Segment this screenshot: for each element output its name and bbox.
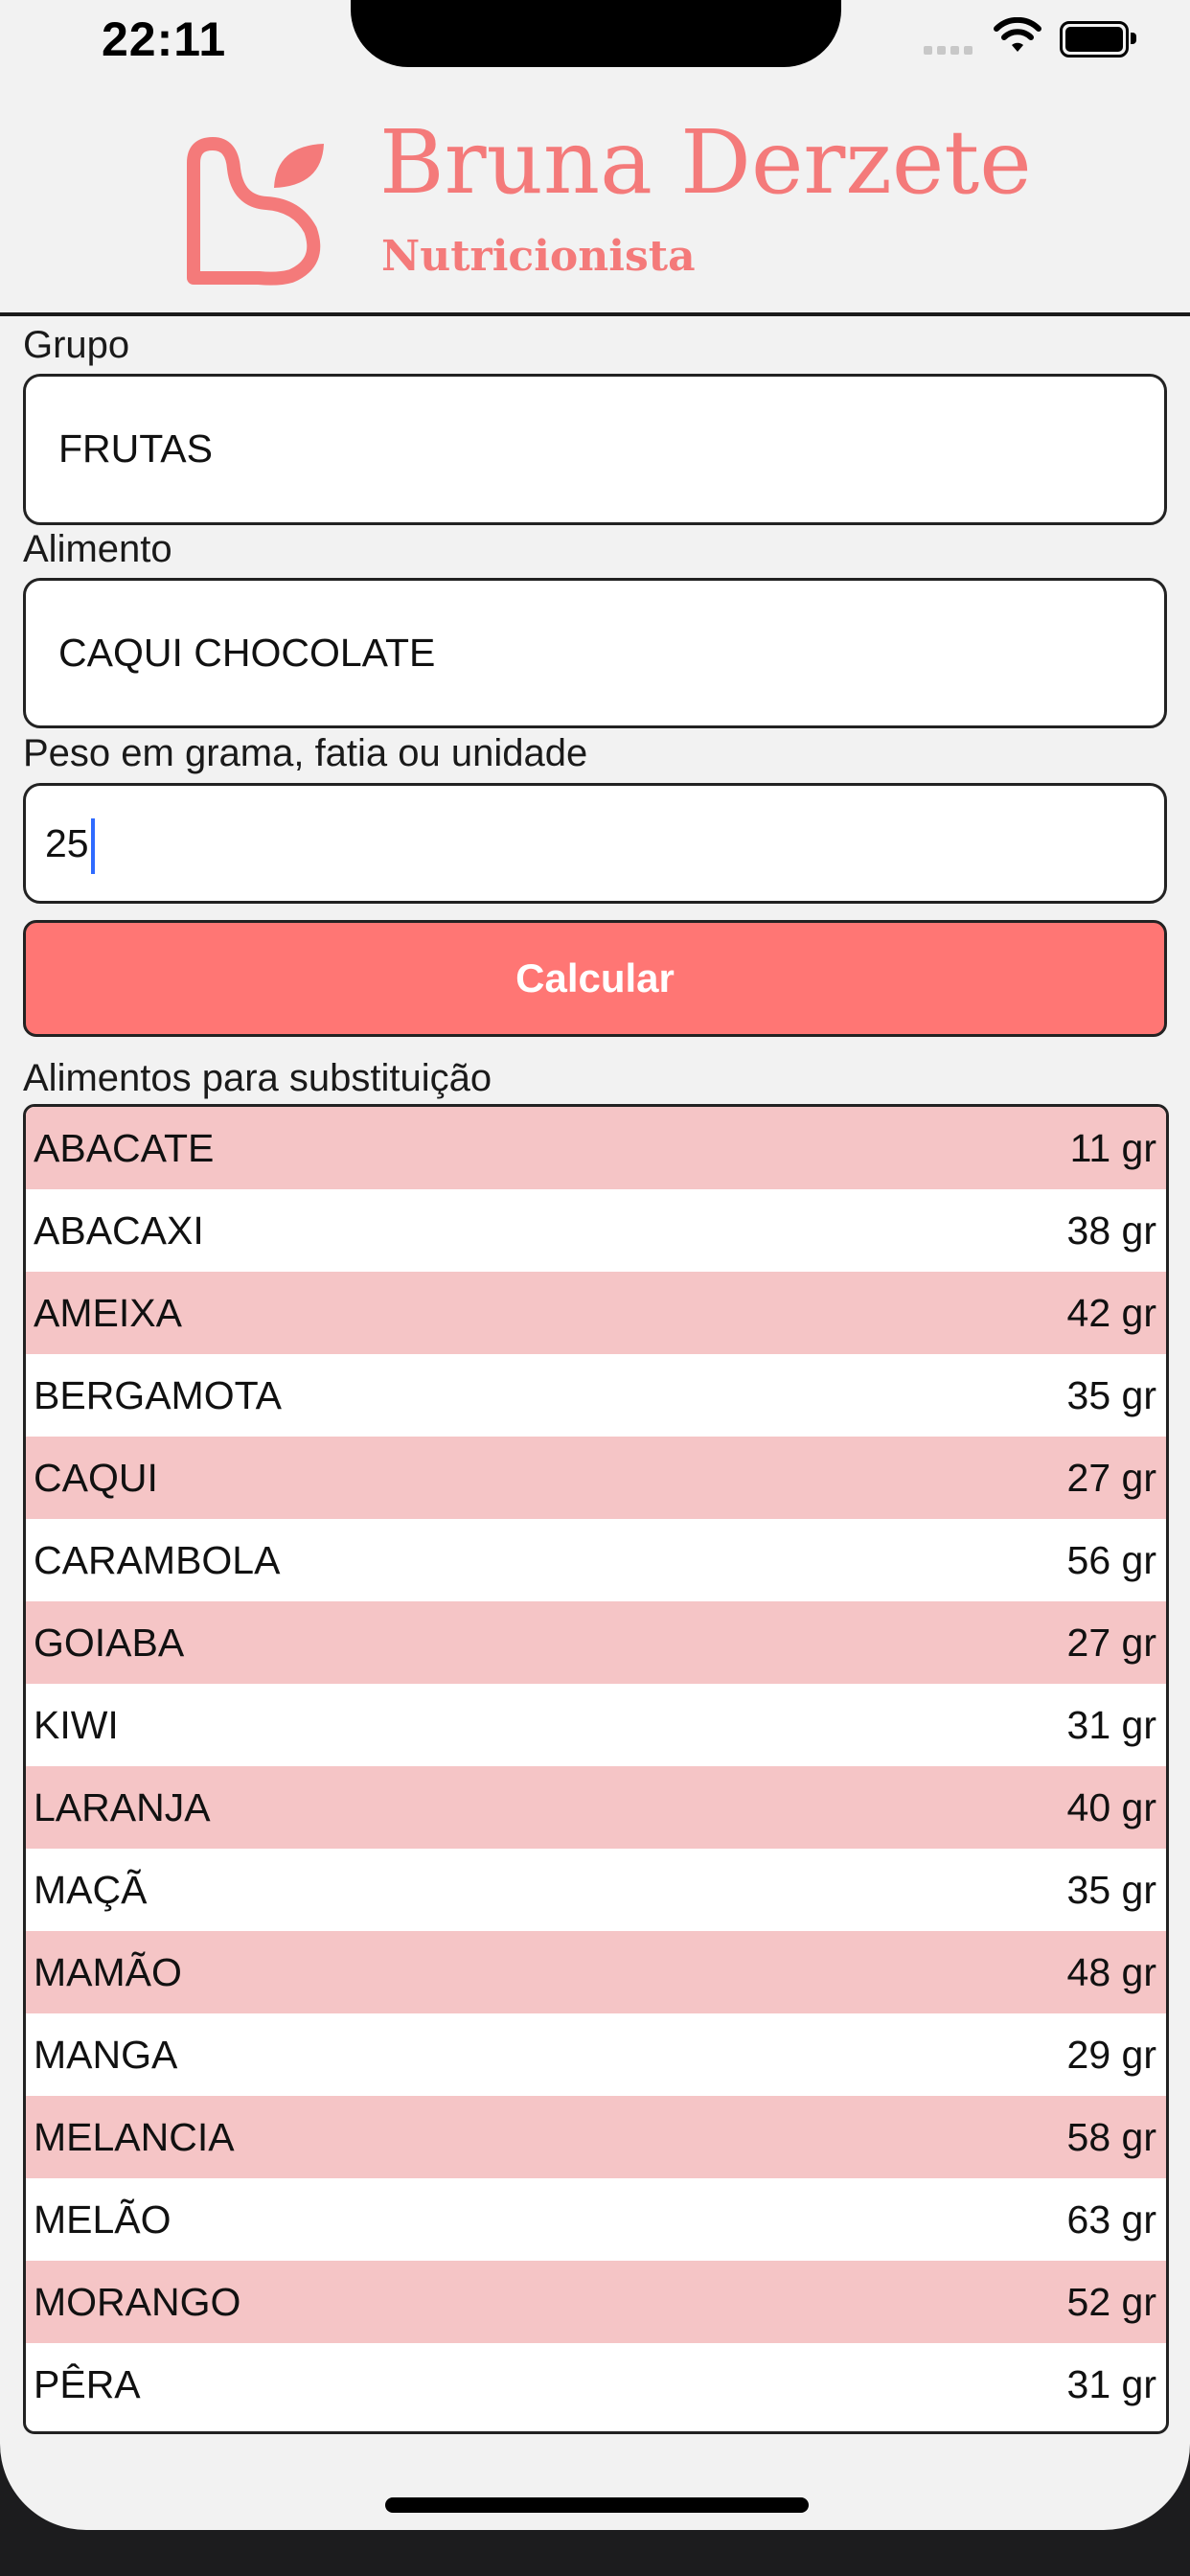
food-name: BERGAMOTA [34,1372,282,1417]
food-amount: 42 gr [1066,1290,1156,1335]
list-item[interactable] [26,2013,1166,2096]
list-item[interactable] [26,1766,1166,1849]
weight-value-wrap [45,818,95,874]
battery-icon [1060,21,1129,58]
food-amount: 31 gr [1066,1702,1156,1747]
food-amount: 27 gr [1066,1620,1156,1665]
food-amount: 35 gr [1066,1372,1156,1417]
list-item[interactable] [26,2343,1166,2426]
food-name: MORANGO [34,2279,241,2324]
food-amount: 56 gr [1066,1537,1156,1582]
food-select[interactable] [23,578,1167,728]
list-item[interactable] [26,1107,1166,1189]
list-item[interactable] [26,1931,1166,2013]
food-amount: 38 gr [1066,1208,1156,1253]
food-name: MELANCIA [34,2114,235,2159]
food-name: LARANJA [34,1784,211,1829]
group-label: Grupo [23,324,130,366]
list-item[interactable] [26,2096,1166,2178]
food-amount: 11 gr [1069,1125,1156,1170]
calculate-button[interactable]: Calcular [23,920,1167,1037]
status-bar [0,0,1190,86]
food-amount: 40 gr [1066,1784,1156,1829]
list-item[interactable] [26,1684,1166,1766]
food-name: MELÃO [34,2196,172,2242]
header-divider [0,312,1190,316]
cellular-signal-icon [924,42,977,59]
list-item[interactable] [26,1437,1166,1519]
food-amount: 48 gr [1066,1949,1156,1994]
food-amount: 29 gr [1066,2032,1156,2077]
substitutes-list[interactable] [23,1104,1169,2434]
food-amount: 31 gr [1066,2361,1156,2406]
list-item[interactable] [26,1272,1166,1354]
food-amount: 58 gr [1066,2114,1156,2159]
group-select[interactable] [23,374,1167,525]
food-amount: 52 gr [1066,2279,1156,2324]
list-item[interactable] [26,1601,1166,1684]
food-name: AMEIXA [34,1290,182,1335]
list-item[interactable] [26,2178,1166,2261]
list-item[interactable] [26,1849,1166,1931]
food-amount: 27 gr [1066,1455,1156,1500]
food-value: CAQUI CHOCOLATE [58,631,436,675]
food-name: GOIABA [34,1620,185,1665]
food-label: Alimento [23,528,172,570]
brand-subtitle: Nutricionista [381,232,696,281]
food-amount: 63 gr [1066,2196,1156,2242]
food-name: ABACAXI [34,1208,204,1253]
food-name: ABACATE [34,1125,215,1170]
home-indicator[interactable] [385,2497,809,2513]
heart-leaf-logo-icon [182,134,333,286]
list-item[interactable] [26,1189,1166,1272]
wifi-icon [993,17,1042,56]
food-name: MAMÃO [34,1949,182,1994]
food-name: CARAMBOLA [34,1537,281,1582]
list-item[interactable] [26,1354,1166,1437]
food-name: CAQUI [34,1455,158,1500]
text-caret [91,818,95,874]
food-name: KIWI [34,1702,119,1747]
brand-name: Bruna Derzete [379,111,1032,214]
weight-input[interactable] [23,783,1167,904]
food-name: PÊRA [34,2361,141,2406]
food-name: MAÇÃ [34,1867,148,1912]
camera-notch [351,0,841,67]
status-time: 22:11 [102,12,227,66]
food-amount: 35 gr [1066,1867,1156,1912]
list-item[interactable] [26,1519,1166,1601]
weight-value: 25 [45,820,89,865]
weight-label: Peso em grama, fatia ou unidade [23,732,588,774]
substitutes-label: Alimentos para substituição [23,1057,492,1099]
list-item[interactable] [26,2261,1166,2343]
group-value: FRUTAS [58,426,213,471]
food-name: MANGA [34,2032,178,2077]
